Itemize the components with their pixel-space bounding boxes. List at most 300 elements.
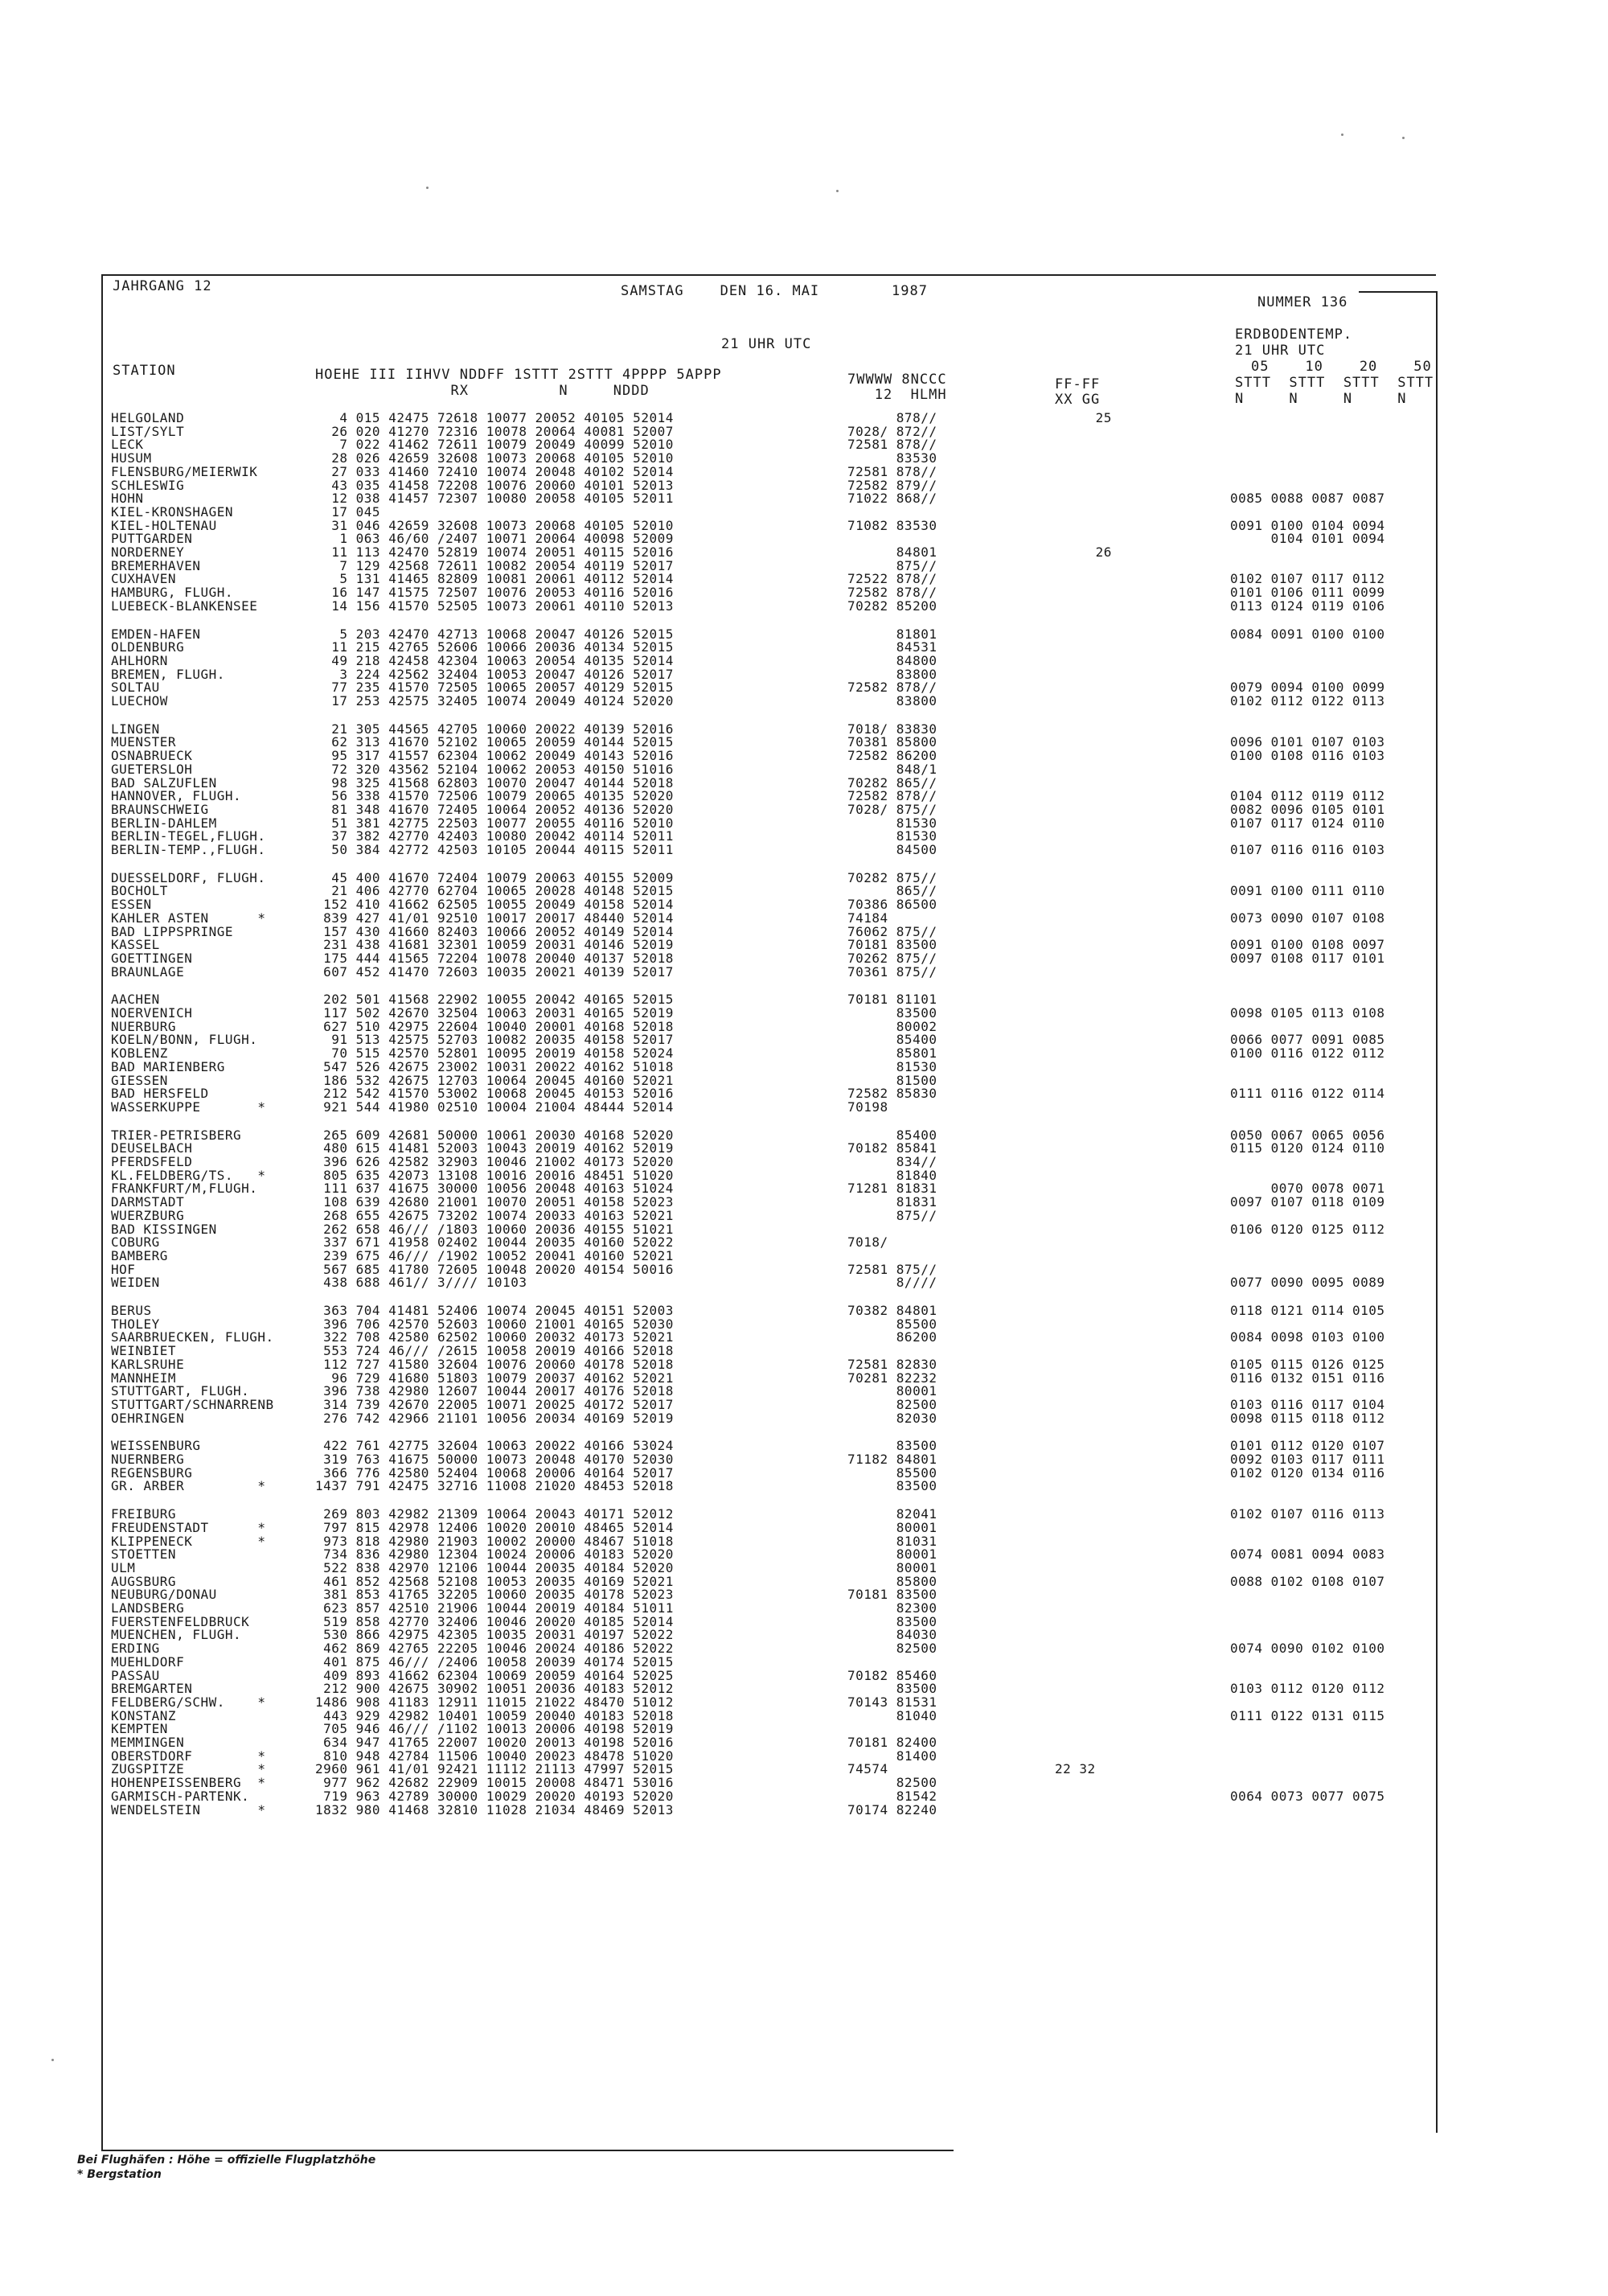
station-weather-code: 72582 879// xyxy=(847,477,937,493)
table-row xyxy=(0,1304,1608,1318)
station-synop-values: 265 609 42681 50000 10061 20030 40168 52020 xyxy=(315,1127,674,1143)
station-soil-temps: 0111 0122 0131 0115 xyxy=(1230,1707,1385,1723)
station-name: MUENSTER xyxy=(111,734,177,750)
station-weather-code: 72582 85830 xyxy=(847,1086,937,1102)
station-name: BAD MARIENBERG xyxy=(111,1058,225,1074)
station-name: NOERVENICH xyxy=(111,1005,193,1021)
station-synop-values: 31 046 42659 32608 10073 20068 40105 52010 xyxy=(315,517,674,533)
station-name: MEMMINGEN xyxy=(111,1735,185,1750)
station-synop-values: 839 427 41/01 92510 10017 20017 48440 52014 xyxy=(315,910,674,926)
station-synop-values: 797 815 42978 12406 10020 20010 48465 52014 xyxy=(315,1519,674,1535)
station-synop-values: 96 729 41680 51803 10079 20037 40162 52021 xyxy=(315,1370,674,1386)
table-row xyxy=(0,532,1608,546)
station-name: KARLSRUHE xyxy=(111,1356,185,1372)
station-weather-code: 72582 878// xyxy=(847,680,937,696)
station-synop-values: 5 203 42470 42713 10068 20047 40126 52015 xyxy=(315,626,674,642)
station-synop-values: 70 515 42570 52801 10095 20019 40158 52024 xyxy=(315,1045,674,1062)
station-soil-temps: 0079 0094 0100 0099 xyxy=(1230,680,1385,696)
weather-col-header-1: 7WWWW 8NCCC xyxy=(847,372,947,388)
station-name: FREUDENSTADT * xyxy=(111,1519,266,1535)
station-soil-temps: 0097 0108 0117 0101 xyxy=(1230,950,1385,966)
station-soil-temps: 0091 0100 0104 0094 xyxy=(1230,517,1385,533)
station-weather-code: 70174 82240 xyxy=(847,1801,937,1817)
station-weather-code: 72581 878// xyxy=(847,437,937,453)
station-synop-values: 50 384 42772 42503 10105 20044 40115 52011 xyxy=(315,842,674,857)
station-name: EMDEN-HAFEN xyxy=(111,626,201,642)
station-synop-values: 607 452 41470 72603 10035 20021 40139 52017 xyxy=(315,963,674,980)
station-soil-temps: 0082 0096 0105 0101 xyxy=(1230,801,1385,817)
table-row xyxy=(0,1412,1608,1426)
table-row xyxy=(0,412,1608,425)
station-weather-code: 82041 xyxy=(847,1506,937,1522)
station-synop-values: 98 325 41568 62803 10070 20047 40144 52018 xyxy=(315,774,674,791)
station-weather-code: 70182 85841 xyxy=(847,1140,937,1156)
station-soil-temps: 0101 0106 0111 0099 xyxy=(1230,585,1385,601)
footnote-mountain: * Bergstation xyxy=(77,2168,162,2181)
station-weather-code: 81031 xyxy=(847,1533,937,1549)
station-name: LANDSBERG xyxy=(111,1600,185,1616)
station-name: HOHENPEISSENBERG * xyxy=(111,1775,266,1791)
station-weather-code: 82030 xyxy=(847,1410,937,1426)
station-synop-values: 21 305 44565 42705 10060 20022 40139 52016 xyxy=(315,721,674,737)
table-row xyxy=(0,1247,1608,1263)
scan-speck xyxy=(836,190,839,192)
station-synop-values: 231 438 41681 32301 10059 20031 40146 52019 xyxy=(315,937,674,953)
station-name: BAMBERG xyxy=(111,1247,168,1263)
station-synop-values: 72 320 43562 52104 10062 20053 40150 51016 xyxy=(315,761,674,777)
table-row xyxy=(0,1236,1608,1250)
station-soil-temps: 0103 0112 0120 0112 xyxy=(1230,1681,1385,1697)
station-name: BERUS xyxy=(111,1303,152,1318)
station-name: KIEL-HOLTENAU xyxy=(111,517,217,533)
station-weather-code: 82500 xyxy=(847,1396,937,1412)
station-weather-code: 878// xyxy=(847,410,937,425)
station-synop-values: 16 147 41575 72507 10076 20053 40116 52016 xyxy=(315,585,674,601)
station-name: LUECHOW xyxy=(111,693,168,709)
station-synop-values: 314 739 42670 22005 10071 20025 40172 52017 xyxy=(315,1396,674,1412)
station-weather-code: 71182 84801 xyxy=(847,1452,937,1467)
station-synop-values: 7 022 41462 72611 10079 20049 40099 52010 xyxy=(315,437,674,453)
station-weather-code: 83500 xyxy=(847,1613,937,1629)
station-name: OEHRINGEN xyxy=(111,1410,185,1426)
table-row xyxy=(0,844,1608,857)
station-weather-code: 7028/ 872// xyxy=(847,423,937,439)
station-name: HANNOVER, FLUGH. xyxy=(111,788,242,804)
station-soil-temps: 0107 0117 0124 0110 xyxy=(1230,815,1385,831)
station-synop-values: 438 688 461// 3//// 10103 xyxy=(315,1275,527,1291)
station-weather-code: 85500 xyxy=(847,1316,937,1332)
station-name: FUERSTENFELDBRUCK xyxy=(111,1613,250,1629)
station-synop-values: 117 502 42670 32504 10063 20031 40165 52019 xyxy=(315,1005,674,1021)
main-col-header-2: RX N NDDD xyxy=(315,383,650,399)
table-row xyxy=(0,1548,1608,1562)
station-synop-values: 17 045 xyxy=(315,503,381,520)
station-synop-values: 95 317 41557 62304 10062 20049 40143 52016 xyxy=(315,748,674,764)
station-synop-values: 269 803 42982 21309 10064 20043 40171 52012 xyxy=(315,1506,674,1522)
station-name: BREMGARTEN xyxy=(111,1681,193,1697)
station-weather-code: 865// xyxy=(847,883,937,899)
station-weather-code: 72581 875// xyxy=(847,1261,937,1277)
station-name: GOETTINGEN xyxy=(111,950,193,966)
station-name: PUTTGARDEN xyxy=(111,531,193,547)
table-row xyxy=(0,641,1608,655)
station-gust: 26 xyxy=(1055,544,1112,560)
station-name: AHLHORN xyxy=(111,652,168,668)
station-synop-values: 921 544 41980 02510 10004 21004 48444 52014 xyxy=(315,1099,674,1115)
weather-col-header-2: 12 HLMH xyxy=(847,387,947,403)
station-soil-temps: 0100 0108 0116 0103 xyxy=(1230,748,1385,764)
station-name: HAMBURG, FLUGH. xyxy=(111,585,233,601)
table-row xyxy=(0,1653,1608,1670)
table-row xyxy=(0,952,1608,966)
station-weather-code: 85500 xyxy=(847,1464,937,1481)
station-weather-code: 834// xyxy=(847,1154,937,1169)
station-synop-values: 268 655 42675 73202 10074 20033 40163 52021 xyxy=(315,1207,674,1223)
station-soil-temps: 0116 0132 0151 0116 xyxy=(1230,1370,1385,1386)
table-row xyxy=(0,1058,1608,1074)
station-name: MUENCHEN, FLUGH. xyxy=(111,1627,242,1643)
station-name: OBERSTDORF * xyxy=(111,1748,266,1764)
station-synop-values: 547 526 42675 23002 10031 20022 40162 51018 xyxy=(315,1058,674,1074)
station-synop-values: 396 626 42582 32903 10046 21002 40173 52020 xyxy=(315,1154,674,1169)
station-name: ESSEN xyxy=(111,897,152,913)
table-row xyxy=(0,1276,1608,1290)
station-synop-values: 239 675 46/// /1902 10052 20041 40160 52021 xyxy=(315,1247,674,1263)
station-synop-values: 734 836 42980 12304 10024 20006 40183 52020 xyxy=(315,1546,674,1563)
soil-temp-depths: 05 10 20 50 xyxy=(1251,359,1432,375)
station-soil-temps: 0050 0067 0065 0056 xyxy=(1230,1127,1385,1143)
station-name: WASSERKUPPE * xyxy=(111,1099,266,1115)
table-row xyxy=(0,1480,1608,1493)
station-weather-code: 83800 xyxy=(847,666,937,682)
station-weather-code: 81801 xyxy=(847,626,937,642)
station-synop-values: 396 738 42980 12607 10044 20017 40176 52018 xyxy=(315,1383,674,1399)
station-soil-temps: 0091 0100 0111 0110 xyxy=(1230,883,1385,899)
station-synop-values: 112 727 41580 32604 10076 20060 40178 52018 xyxy=(315,1356,674,1372)
station-soil-temps: 0091 0100 0108 0097 xyxy=(1230,937,1385,953)
soil-temp-n: N N N N xyxy=(1235,391,1407,407)
main-col-header-1: HOEHE III IIHVV NDDFF 1STTT 2STTT 4PPPP 5APPP xyxy=(315,367,722,383)
station-weather-code: 85801 xyxy=(847,1045,937,1062)
table-row xyxy=(0,750,1608,763)
scan-speck xyxy=(51,2059,54,2061)
station-weather-code: 70181 81101 xyxy=(847,992,937,1008)
station-synop-values: 810 948 42784 11506 10040 20023 48478 51020 xyxy=(315,1748,674,1764)
table-row xyxy=(0,600,1608,614)
table-row xyxy=(0,963,1608,980)
station-weather-code: 84801 xyxy=(847,544,937,560)
station-synop-values: 212 542 41570 53002 10068 20045 40153 52016 xyxy=(315,1086,674,1102)
soil-temp-time: 21 UHR UTC xyxy=(1235,343,1326,359)
station-name: THOLEY xyxy=(111,1316,160,1332)
station-weather-code: 72582 878// xyxy=(847,585,937,601)
station-synop-values: 401 875 46/// /2406 10058 20039 40174 52015 xyxy=(315,1653,674,1670)
table-row xyxy=(0,1588,1608,1602)
station-synop-values: 977 962 42682 22909 10015 20008 48471 53016 xyxy=(315,1775,674,1791)
table-row xyxy=(0,763,1608,777)
station-weather-code: 70382 84801 xyxy=(847,1303,937,1318)
station-synop-values: 175 444 41565 72204 10078 20040 40137 52018 xyxy=(315,950,674,966)
station-synop-values: 108 639 42680 21001 10070 20051 40158 52023 xyxy=(315,1194,674,1210)
station-synop-values: 262 658 46/// /1803 10060 20036 40155 51021 xyxy=(315,1221,674,1237)
station-synop-values: 186 532 42675 12703 10064 20045 40160 52021 xyxy=(315,1072,674,1088)
station-name: AUGSBURG xyxy=(111,1573,177,1589)
station-weather-code: 7018/ xyxy=(847,1234,888,1251)
station-weather-code: 70181 82400 xyxy=(847,1735,937,1750)
table-row xyxy=(0,652,1608,668)
station-soil-temps: 0064 0073 0077 0075 xyxy=(1230,1788,1385,1804)
station-name: DEUSELBACH xyxy=(111,1140,193,1156)
station-soil-temps: 0096 0101 0107 0103 xyxy=(1230,734,1385,750)
station-name: BOCHOLT xyxy=(111,883,168,899)
station-weather-code: 84800 xyxy=(847,652,937,668)
table-row xyxy=(0,546,1608,560)
station-synop-values: 111 637 41675 30000 10056 20048 40163 51024 xyxy=(315,1181,674,1197)
station-name: KONSTANZ xyxy=(111,1707,177,1723)
station-name: FELDBERG/SCHW. * xyxy=(111,1694,266,1710)
station-name: OLDENBURG xyxy=(111,639,185,655)
station-soil-temps: 0102 0107 0117 0112 xyxy=(1230,571,1385,587)
station-soil-temps: 0074 0090 0102 0100 xyxy=(1230,1641,1385,1657)
station-weather-code: 83800 xyxy=(847,693,937,709)
station-weather-code: 70381 85800 xyxy=(847,734,937,750)
station-synop-values: 157 430 41660 82403 10066 20052 40149 52014 xyxy=(315,923,674,939)
station-synop-values: 322 708 42580 62502 10060 20032 40173 52021 xyxy=(315,1329,674,1345)
scan-speck xyxy=(426,187,429,189)
station-soil-temps: 0104 0112 0119 0112 xyxy=(1230,788,1385,804)
station-gust: 25 xyxy=(1055,410,1112,425)
station-name: BAD KISSINGEN xyxy=(111,1221,217,1237)
station-weather-code: 81542 xyxy=(847,1788,937,1804)
station-weather-code: 70281 82232 xyxy=(847,1370,937,1386)
station-name: KOELN/BONN, FLUGH. xyxy=(111,1032,258,1048)
station-weather-code: 81040 xyxy=(847,1707,937,1723)
table-row xyxy=(0,438,1608,452)
station-synop-values: 4 015 42475 72618 10077 20052 40105 52014 xyxy=(315,410,674,425)
station-name: DARMSTADT xyxy=(111,1194,185,1210)
station-name: HUSUM xyxy=(111,450,152,466)
station-soil-temps: 0105 0115 0126 0125 xyxy=(1230,1356,1385,1372)
station-weather-code: 83530 xyxy=(847,450,937,466)
station-weather-code: 875// xyxy=(847,1207,937,1223)
station-weather-code: 72582 878// xyxy=(847,788,937,804)
station-synop-values: 26 020 41270 72316 10078 20064 40081 52007 xyxy=(315,423,674,439)
station-synop-values: 11 113 42470 52819 10074 20051 40115 52016 xyxy=(315,544,674,560)
station-name: KIEL-KRONSHAGEN xyxy=(111,503,233,520)
station-name: PASSAU xyxy=(111,1667,160,1683)
soil-temp-units: STTT STTT STTT STTT xyxy=(1235,375,1434,391)
station-weather-code: 875// xyxy=(847,557,937,573)
station-soil-temps: 0102 0107 0116 0113 xyxy=(1230,1506,1385,1522)
station-soil-temps: 0104 0101 0094 xyxy=(1230,531,1385,547)
station-synop-values: 973 818 42980 21903 10002 20000 48467 51018 xyxy=(315,1533,674,1549)
station-weather-code: 70182 85460 xyxy=(847,1667,937,1683)
station-name: STUTTGART/SCHNARRENB xyxy=(111,1396,274,1412)
table-row xyxy=(0,912,1608,926)
station-name: SOLTAU xyxy=(111,680,160,696)
station-name: LINGEN xyxy=(111,721,160,737)
station-weather-code: 848/1 xyxy=(847,761,937,777)
station-name: GR. ARBER * xyxy=(111,1478,266,1494)
footnote-airports: Bei Flughäfen : Höhe = offizielle Flugplatzhöhe xyxy=(77,2154,376,2167)
table-row xyxy=(0,628,1608,642)
station-synop-values: 530 866 42975 42305 10035 20031 40197 52022 xyxy=(315,1627,674,1643)
station-soil-temps: 0111 0116 0122 0114 xyxy=(1230,1086,1385,1102)
table-row xyxy=(0,1142,1608,1156)
station-synop-values: 14 156 41570 52505 10073 20061 40110 52013 xyxy=(315,598,674,614)
station-weather-code: 8//// xyxy=(847,1275,937,1291)
station-soil-temps: 0107 0116 0116 0103 xyxy=(1230,842,1385,857)
station-soil-temps: 0102 0120 0134 0116 xyxy=(1230,1464,1385,1481)
station-synop-values: 1832 980 41468 32810 11028 21034 48469 52013 xyxy=(315,1801,674,1817)
station-name: KLIPPENECK * xyxy=(111,1533,266,1549)
station-name: KAHLER ASTEN * xyxy=(111,910,266,926)
station-soil-temps: 0106 0120 0125 0112 xyxy=(1230,1221,1385,1237)
station-weather-code: 81530 xyxy=(847,828,937,844)
station-soil-temps: 0103 0116 0117 0104 xyxy=(1230,1396,1385,1412)
issue-number: NUMMER 136 xyxy=(1257,294,1348,310)
station-weather-code: 84531 xyxy=(847,639,937,655)
table-row xyxy=(0,1642,1608,1656)
table-row xyxy=(0,1790,1608,1804)
station-synop-values: 12 038 41457 72307 10080 20058 40105 52011 xyxy=(315,491,674,507)
station-name: STOETTEN xyxy=(111,1546,177,1563)
station-weather-code: 80001 xyxy=(847,1546,937,1563)
station-synop-values: 422 761 42775 32604 10063 20022 40166 53024 xyxy=(315,1438,674,1454)
station-weather-code: 70386 86500 xyxy=(847,897,937,913)
station-name: NUERBURG xyxy=(111,1018,177,1034)
station-name: MANNHEIM xyxy=(111,1370,177,1386)
table-row xyxy=(0,1575,1608,1589)
station-synop-values: 81 348 41670 72405 10064 20052 40136 52020 xyxy=(315,801,674,817)
station-weather-code: 70282 875// xyxy=(847,869,937,885)
station-soil-temps: 0077 0090 0095 0089 xyxy=(1230,1275,1385,1291)
station-name: NORDERNEY xyxy=(111,544,185,560)
station-weather-code: 71082 83530 xyxy=(847,517,937,533)
station-synop-values: 634 947 41765 22007 10020 20013 40198 52016 xyxy=(315,1735,674,1750)
station-weather-code: 70282 865// xyxy=(847,774,937,791)
station-name: STUTTGART, FLUGH. xyxy=(111,1383,250,1399)
table-row xyxy=(0,1331,1608,1345)
table-row xyxy=(0,425,1608,439)
station-weather-code: 72581 878// xyxy=(847,463,937,479)
station-weather-code: 85400 xyxy=(847,1032,937,1048)
station-synop-values: 623 857 42510 21906 10044 20019 40184 51011 xyxy=(315,1600,674,1616)
station-weather-code: 72582 86200 xyxy=(847,748,937,764)
station-soil-temps: 0098 0105 0113 0108 xyxy=(1230,1005,1385,1021)
station-soil-temps: 0115 0120 0124 0110 xyxy=(1230,1140,1385,1156)
station-soil-temps: 0102 0112 0122 0113 xyxy=(1230,693,1385,709)
station-synop-values: 381 853 41765 32205 10060 20035 40178 52023 xyxy=(315,1587,674,1603)
station-weather-code: 82500 xyxy=(847,1641,937,1657)
station-synop-values: 17 253 42575 32405 10074 20049 40124 52020 xyxy=(315,693,674,709)
station-synop-values: 7 129 42568 72611 10082 20054 40119 52017 xyxy=(315,557,674,573)
station-name: BAD LIPPSPRINGE xyxy=(111,923,233,939)
table-row xyxy=(0,1196,1608,1210)
table-row xyxy=(0,1207,1608,1223)
station-synop-values: 152 410 41662 62505 10055 20049 40158 52014 xyxy=(315,897,674,913)
station-name: LIST/SYLT xyxy=(111,423,185,439)
station-weather-code: 82500 xyxy=(847,1775,937,1791)
station-synop-values: 27 033 41460 72410 10074 20048 40102 52014 xyxy=(315,463,674,479)
station-synop-values: 11 215 42765 52606 10066 20036 40134 52015 xyxy=(315,639,674,655)
station-soil-temps: 0101 0112 0120 0107 xyxy=(1230,1438,1385,1454)
station-synop-values: 28 026 42659 32608 10073 20068 40105 52010 xyxy=(315,450,674,466)
station-soil-temps: 0113 0124 0119 0106 xyxy=(1230,598,1385,614)
table-row xyxy=(0,463,1608,479)
station-soil-temps: 0097 0107 0118 0109 xyxy=(1230,1194,1385,1210)
station-synop-values: 202 501 41568 22902 10055 20042 40165 52015 xyxy=(315,992,674,1008)
station-soil-temps: 0070 0078 0071 xyxy=(1230,1181,1385,1197)
station-name: SAARBRUECKEN, FLUGH. xyxy=(111,1329,274,1345)
station-weather-code: 74574 xyxy=(847,1761,888,1777)
station-name: OSNABRUECK xyxy=(111,748,193,764)
station-synop-values: 337 671 41958 02402 10044 20035 40160 52022 xyxy=(315,1234,674,1251)
station-name: BREMERHAVEN xyxy=(111,557,201,573)
station-synop-values: 62 313 41670 52102 10065 20059 40144 52015 xyxy=(315,734,674,750)
station-name: ULM xyxy=(111,1559,136,1575)
station-name: BRAUNLAGE xyxy=(111,963,185,980)
station-synop-values: 49 218 42458 42304 10063 20054 40135 52014 xyxy=(315,652,674,668)
station-soil-temps: 0088 0102 0108 0107 xyxy=(1230,1573,1385,1589)
station-synop-values: 56 338 41570 72506 10079 20065 40135 52020 xyxy=(315,788,674,804)
table-row xyxy=(0,1101,1608,1115)
table-row xyxy=(0,1801,1608,1817)
station-weather-code: 74184 xyxy=(847,910,888,926)
soil-temp-title: ERDBODENTEMP. xyxy=(1235,327,1353,343)
station-synop-values: 91 513 42575 52703 10082 20035 40158 52017 xyxy=(315,1032,674,1048)
station-name: DUESSELDORF, FLUGH. xyxy=(111,869,266,885)
station-synop-values: 1 063 46/60 /2407 10071 20064 40098 52009 xyxy=(315,531,674,547)
station-soil-temps: 0092 0103 0117 0111 xyxy=(1230,1452,1385,1467)
station-name: WEISSENBURG xyxy=(111,1438,201,1454)
station-weather-code: 81530 xyxy=(847,815,937,831)
right-frame-top xyxy=(1359,291,1438,293)
station-weather-code: 72522 878// xyxy=(847,571,937,587)
station-soil-temps: 0073 0090 0107 0108 xyxy=(1230,910,1385,926)
station-name: LECK xyxy=(111,437,144,453)
station-weather-code: 7028/ 875// xyxy=(847,801,937,817)
station-name: BERLIN-DAHLEM xyxy=(111,815,217,831)
station-name: KEMPTEN xyxy=(111,1721,168,1737)
table-row xyxy=(0,1707,1608,1723)
station-synop-values: 627 510 42975 22604 10040 20001 40168 52018 xyxy=(315,1018,674,1034)
station-name: WUERZBURG xyxy=(111,1207,185,1223)
station-name: FREIBURG xyxy=(111,1506,177,1522)
station-synop-values: 719 963 42789 30000 10029 20020 40193 52020 xyxy=(315,1788,674,1804)
station-name: FLENSBURG/MEIERWIK xyxy=(111,463,258,479)
table-row xyxy=(0,1519,1608,1535)
station-name: BREMEN, FLUGH. xyxy=(111,666,225,682)
station-name: FRANKFURT/M,FLUGH. xyxy=(111,1181,258,1197)
station-synop-values: 366 776 42580 52404 10068 20006 40164 52017 xyxy=(315,1464,674,1481)
station-name: TRIER-PETRISBERG xyxy=(111,1127,242,1143)
station-weather-code: 82300 xyxy=(847,1600,937,1616)
station-synop-values: 567 685 41780 72605 10048 20020 40154 50016 xyxy=(315,1261,674,1277)
station-name: HELGOLAND xyxy=(111,410,185,425)
table-row xyxy=(0,1223,1608,1237)
station-name: PFERDSFELD xyxy=(111,1154,193,1169)
station-name: AACHEN xyxy=(111,992,160,1008)
station-name: COBURG xyxy=(111,1234,160,1251)
station-weather-code: 81500 xyxy=(847,1072,937,1088)
station-synop-values: 462 869 42765 22205 10046 20024 40186 52022 xyxy=(315,1641,674,1657)
station-name: ERDING xyxy=(111,1641,160,1657)
station-weather-code: 80001 xyxy=(847,1383,937,1399)
station-weather-code: 81840 xyxy=(847,1167,937,1183)
table-row xyxy=(0,885,1608,898)
station-synop-values: 5 131 41465 82809 10081 20061 40112 52014 xyxy=(315,571,674,587)
